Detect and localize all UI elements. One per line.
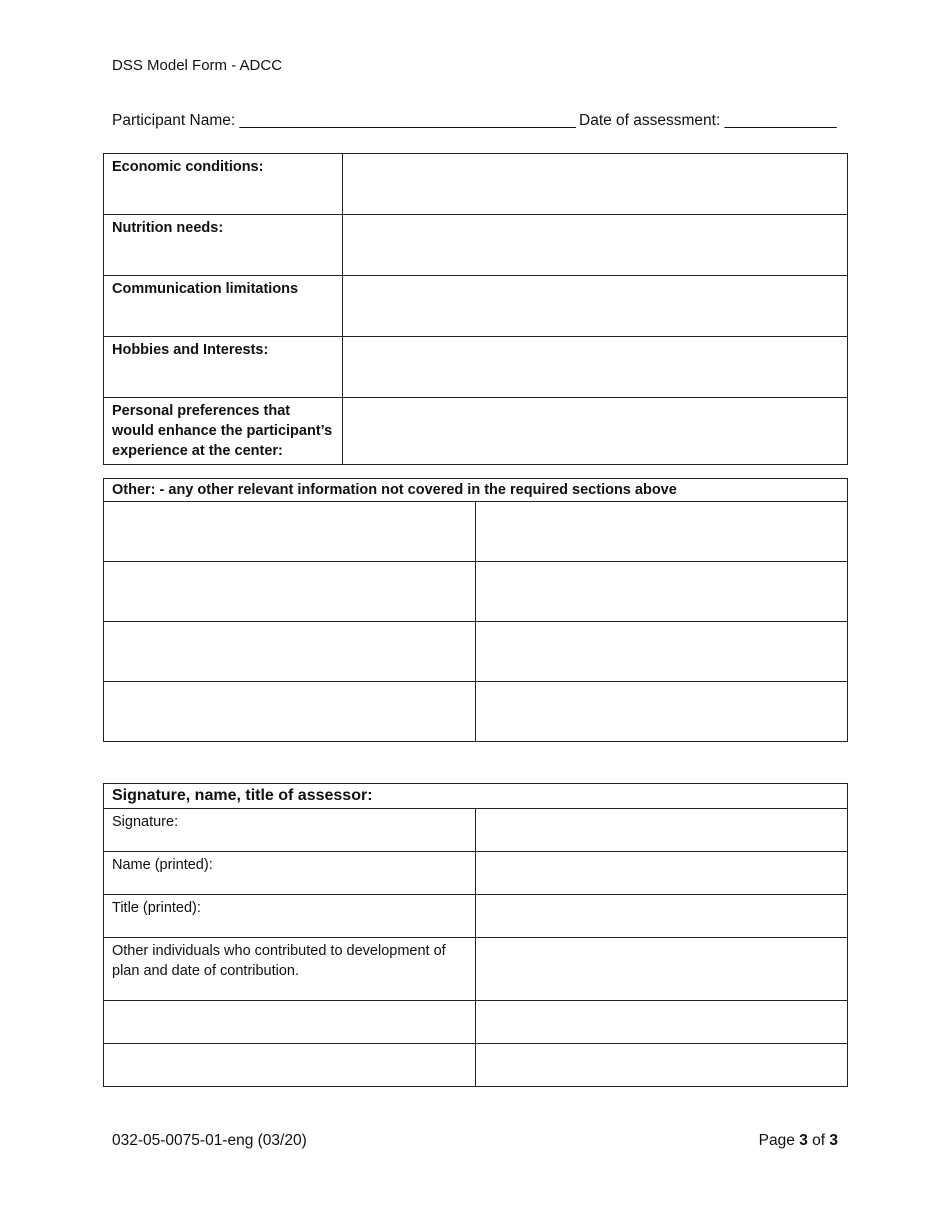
assessment-table — [103, 153, 848, 465]
table-row — [104, 1001, 848, 1044]
other-contributors-label: Other individuals who contributed to development of plan and date of contribution. — [104, 938, 476, 1001]
table-header-row — [104, 479, 848, 502]
participant-name-label: Participant Name: — [112, 112, 236, 129]
personal-preferences-label: Personal preferences that would enhance the participant’s experience at the center: — [104, 398, 343, 465]
assessment-date-label: Date of assessment: — [579, 112, 721, 129]
page-word: Page — [758, 1132, 795, 1149]
other-info-heading: Other: - any other relevant information not covered in the required sections above — [104, 479, 848, 502]
table-row — [104, 502, 848, 562]
name-printed-label: Name (printed): — [104, 852, 476, 895]
contributor-date-cell[interactable] — [476, 1001, 848, 1044]
table-row — [104, 809, 848, 852]
communication-limitations-field[interactable] — [343, 276, 848, 337]
table-row — [104, 622, 848, 682]
other-info-value-cell[interactable] — [476, 562, 848, 622]
table-header-row — [104, 784, 848, 809]
page-current: 3 — [799, 1132, 808, 1149]
contributor-name-cell[interactable] — [104, 1001, 476, 1044]
other-info-table — [103, 478, 848, 742]
other-info-label-cell[interactable] — [104, 622, 476, 682]
assessment-date-field[interactable]: _____________ — [724, 112, 837, 129]
other-info-value-cell[interactable] — [476, 622, 848, 682]
economic-conditions-field[interactable] — [343, 154, 848, 215]
other-contributors-field[interactable] — [476, 938, 848, 1001]
assessment-date-group — [579, 112, 837, 130]
participant-name-field[interactable]: _______________________________________ — [239, 112, 576, 129]
signature-heading: Signature, name, title of assessor: — [104, 784, 848, 809]
table-row — [104, 682, 848, 742]
table-row — [104, 215, 848, 276]
table-row — [104, 154, 848, 215]
nutrition-needs-field[interactable] — [343, 215, 848, 276]
form-title: DSS Model Form - ADCC — [112, 57, 283, 74]
table-row — [104, 1044, 848, 1087]
name-printed-field[interactable] — [476, 852, 848, 895]
other-info-label-cell[interactable] — [104, 682, 476, 742]
personal-preferences-field[interactable] — [343, 398, 848, 465]
table-row — [104, 398, 848, 465]
other-info-value-cell[interactable] — [476, 682, 848, 742]
table-row — [104, 337, 848, 398]
table-row — [104, 852, 848, 895]
signature-field[interactable] — [476, 809, 848, 852]
communication-limitations-label: Communication limitations — [104, 276, 343, 337]
page-of: of — [812, 1132, 826, 1149]
participant-line — [112, 112, 837, 130]
signature-table — [103, 783, 848, 1087]
economic-conditions-label: Economic conditions: — [104, 154, 343, 215]
hobbies-interests-label: Hobbies and Interests: — [104, 337, 343, 398]
table-row — [104, 562, 848, 622]
table-row — [104, 895, 848, 938]
other-info-label-cell[interactable] — [104, 562, 476, 622]
title-printed-field[interactable] — [476, 895, 848, 938]
contributor-name-cell[interactable] — [104, 1044, 476, 1087]
contributor-date-cell[interactable] — [476, 1044, 848, 1087]
other-info-value-cell[interactable] — [476, 502, 848, 562]
signature-label: Signature: — [104, 809, 476, 852]
hobbies-interests-field[interactable] — [343, 337, 848, 398]
page-indicator — [759, 1132, 838, 1150]
other-info-label-cell[interactable] — [104, 502, 476, 562]
table-row — [104, 276, 848, 337]
table-row — [104, 938, 848, 1001]
title-printed-label: Title (printed): — [104, 895, 476, 938]
page-total: 3 — [829, 1132, 838, 1149]
form-number: 032-05-0075-01-eng (03/20) — [112, 1132, 307, 1149]
nutrition-needs-label: Nutrition needs: — [104, 215, 343, 276]
